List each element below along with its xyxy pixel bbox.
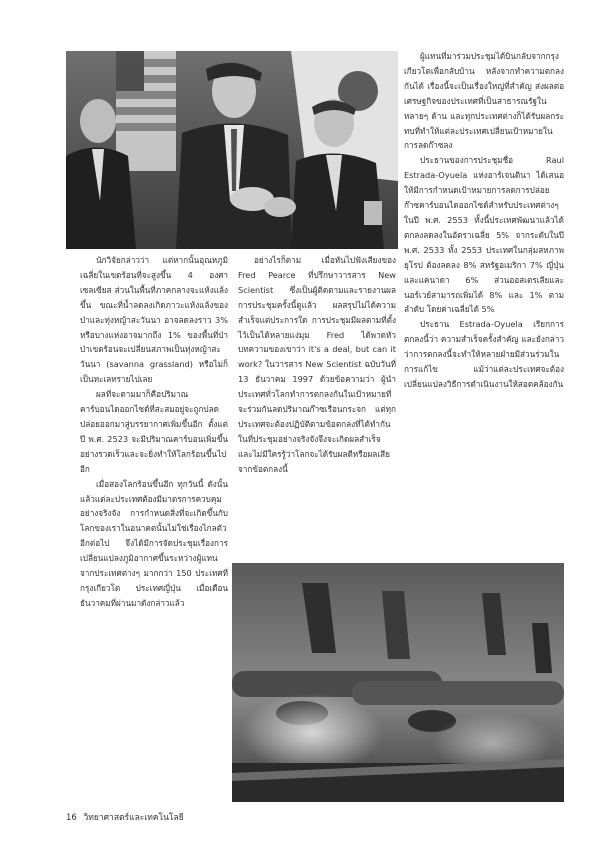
page-number: 16: [66, 813, 77, 823]
page-footer: [66, 810, 184, 824]
paragraph: เมื่อสองโลกร้อนขึ้นอีก ทุกวันนี้ ดังนั้นแล้วแต่ละประเทศต้องมีมาตรการควบคุมอย่างจริงจัง การกำหนดสิ่งที่จะเกิดขึ้นกับโลกของเราในอนาคตนั้นไม่ใช่เรื่องไกลตัวอีกต่อไป จึงได้มีการจัดประชุมเรื่องการเปลี่ยนแปลงภูมิอากาศขึ้นระหว่างผู้แทนจากประเทศต่างๆ มากกว่า 150 ประเทศที่กรุงเกียวโต ประเทศญี่ปุ่น เมื่อเดือนธันวาคมที่ผ่านมาดังกล่าวแล้ว: [80, 478, 228, 608]
paragraph: ประธาน Estrada-Oyuela เรียกการตกลงนี้ว่า ความสำเร็จครั้งสำคัญ และยังกล่าวว่าการตกลงนี้จะทำให้หลายฝ่ายมีส่วนร่วมในการแก้ไข แม้ว่าแต่ละประเทศจะต้องเปลี่ยนแปลงวิธีการดำเนินงานให้สอดคล้องกัน: [404, 319, 564, 389]
text-column-left: [80, 253, 228, 611]
paragraph: อย่างไรก็ตาม เมื่อหันไปฟังเสียงของ Fred Pearce ที่ปรึกษาวารสาร New Scientist ซึ่งเป็นผู้ติดตามและรายงานผลการประชุมครั้งนี้ดูแล้ว ผลสรุปไม่ได้ความสำเร็จแต่ประการใด การประชุมมีผลตามที่ตั้งไว้เป็นได้หลายแง่มุม Fred ได้พาดหัวบทความของเขาว่า it's a deal, but can it work? ในวารสาร New Scientist ฉบับวันที่ 13 ธันวาคม 1997 ด้วยข้อความว่า ผู้นำประเทศทั่วโลกทำการตกลงกันในเป้าหมายที่จะร่วมกันลดปริมาณก๊าซเรือนกระจก แต่ทุกประเทศจะต้องปฏิบัติตามข้อตกลงที่ได้ทำกันในที่ประชุมอย่างจริงจังจึงจะเกิดผลสำเร็จ และไม่มีใครรู้ว่าโลกจะได้รับผลดีหรือผลเสียจากข้อตกลงนี้: [238, 255, 396, 474]
paragraph: ผลที่จะตามมาก็คือปริมาณคาร์บอนไดออกไซด์ที่สะสมอยู่จะถูกปลดปล่อยออกมาสู่บรรยากาศเพิ่มขึ้นอีก ตั้งแต่ปี พ.ศ. 2523 จะมีปริมาณคาร์บอนเพิ่มขึ้นอย่างรวดเร็วและจะยิ่งทำให้โลกร้อนขึ้นไปอีก: [80, 389, 228, 474]
paragraph: ประธานของการประชุมชื่อ Raul Estrada-Oyuela แห่งอาร์เจนตินา ได้เสนอให้มีการกำหนดเป้าหมายการลดการปล่อยก๊าซคาร์บอนไดออกไซด์สำหรับประเทศต่างๆ ในปี พ.ศ. 2553 ทั้งนี้ประเทศพัฒนาแล้วได้ตกลงลดลงในอัตราเฉลี่ย 5% จากระดับในปี พ.ศ. 2533 ทั้ง 2553 ประเทศในกลุ่มสหภาพยุโรป ต้องลดลง 8% สหรัฐอเมริกา 7% ญี่ปุ่น และแคนาดา 6% ส่วนออสเตรเลียและนอร์เวย์สามารถเพิ่มได้ 8% และ 1% ตามลำดับ โดยค่าเฉลี่ยได้ 5%: [404, 155, 564, 315]
paragraph: นักวิจัยกล่าวว่า แต่หากนั้นอุณหภูมิเฉลี่ยในเขตร้อนที่จะสูงขึ้น 4 องศาเซลเซียส ส่วนในพื้นที่ภาคกลางจะแห้งแล้งขึ้น ขณะที่น้ำลดลงเกิดภาวะแห้งแล้งของป่าและทุ่งหญ้าสะวันนา อาจลดลงราว 3% หรือบางแห่งอาจมากถึง 1% ของพื้นที่ป่า ป่าเขตร้อนจะเปลี่ยนสภาพเป็นทุ่งหญ้าสะวันนา (savanna grassland) หรือไม่ก็เป็นทะเลทรายไปเลย: [80, 255, 228, 385]
paragraph: ผู้แทนที่มาร่วมประชุมได้บินกลับจากกรุงเกียวโตเพื่อกลับบ้าน หลังจากทำความตกลงกันได้ เรื่องนี้จะเป็นเรื่องใหญ่ที่สำคัญ ส่งผลต่อเศรษฐกิจของประเทศที่เป็นสาธารณรัฐในหลายๆ ด้าน และทุกประเทศต่างก็ได้รับผลกระทบที่ทำให้แต่ละประเทศเปลี่ยนเป้าหมายในการลดก๊าซลง: [404, 51, 564, 151]
publication-title: วิทยาศาสตร์และเทคโนโลยี: [83, 813, 184, 823]
text-column-right: [404, 49, 564, 392]
text-column-middle: [238, 253, 396, 477]
photo-aircraft-smog: [232, 563, 564, 802]
photo-leaders-handshake: [66, 51, 398, 249]
